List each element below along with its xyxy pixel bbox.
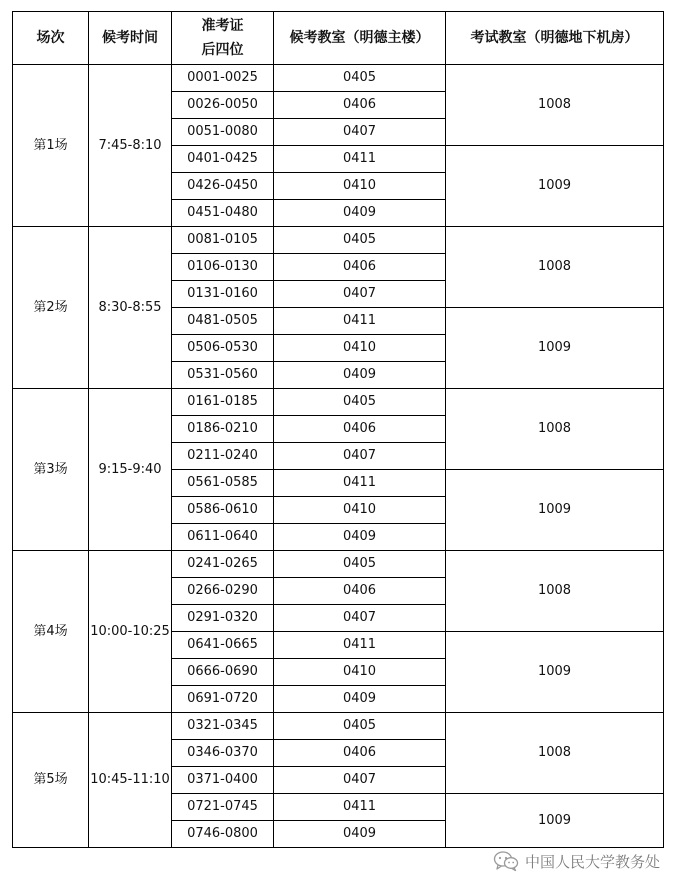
wait-room-cell: 0405	[274, 551, 446, 578]
session-cell: 第4场	[13, 551, 89, 713]
exam-schedule-table	[12, 11, 664, 848]
wait-room-cell: 0411	[274, 794, 446, 821]
exam-room-cell: 1009	[446, 470, 664, 551]
header-exam-room: 考试教室（明德地下机房）	[446, 12, 664, 65]
header-session: 场次	[13, 12, 89, 65]
wait-room-cell: 0406	[274, 254, 446, 281]
wait-room-cell: 0405	[274, 389, 446, 416]
schedule-body	[13, 65, 664, 848]
session-cell: 第1场	[13, 65, 89, 227]
wait-room-cell: 0406	[274, 92, 446, 119]
header-ticket-line2: 后四位	[201, 42, 244, 58]
wait-room-cell: 0409	[274, 524, 446, 551]
wait-room-cell: 0407	[274, 443, 446, 470]
ticket-range-cell: 0321-0345	[172, 713, 274, 740]
wait-room-cell: 0405	[274, 65, 446, 92]
ticket-range-cell: 0241-0265	[172, 551, 274, 578]
exam-room-cell: 1008	[446, 65, 664, 146]
exam-room-cell: 1009	[446, 308, 664, 389]
wait-time-cell: 9:15-9:40	[89, 389, 172, 551]
ticket-range-cell: 0186-0210	[172, 416, 274, 443]
table-row	[13, 65, 664, 92]
ticket-range-cell: 0506-0530	[172, 335, 274, 362]
table-row	[13, 389, 664, 416]
ticket-range-cell: 0666-0690	[172, 659, 274, 686]
wait-room-cell: 0405	[274, 713, 446, 740]
wait-room-cell: 0407	[274, 119, 446, 146]
session-cell: 第5场	[13, 713, 89, 848]
wait-room-cell: 0406	[274, 740, 446, 767]
ticket-range-cell: 0371-0400	[172, 767, 274, 794]
ticket-range-cell: 0721-0745	[172, 794, 274, 821]
ticket-range-cell: 0641-0665	[172, 632, 274, 659]
wait-room-cell: 0409	[274, 686, 446, 713]
table-row	[13, 713, 664, 740]
ticket-range-cell: 0611-0640	[172, 524, 274, 551]
wait-room-cell: 0409	[274, 821, 446, 848]
ticket-range-cell: 0106-0130	[172, 254, 274, 281]
wait-room-cell: 0410	[274, 497, 446, 524]
ticket-range-cell: 0481-0505	[172, 308, 274, 335]
ticket-range-cell: 0586-0610	[172, 497, 274, 524]
wait-room-cell: 0411	[274, 632, 446, 659]
ticket-range-cell: 0746-0800	[172, 821, 274, 848]
ticket-range-cell: 0346-0370	[172, 740, 274, 767]
exam-room-cell: 1009	[446, 146, 664, 227]
session-cell: 第3场	[13, 389, 89, 551]
wait-time-cell: 10:00-10:25	[89, 551, 172, 713]
ticket-range-cell: 0426-0450	[172, 173, 274, 200]
wait-room-cell: 0406	[274, 416, 446, 443]
header-row	[13, 12, 664, 65]
header-ticket-line1: 准考证	[201, 18, 244, 34]
exam-room-cell: 1009	[446, 632, 664, 713]
ticket-range-cell: 0291-0320	[172, 605, 274, 632]
wait-room-cell: 0409	[274, 200, 446, 227]
watermark-text: 中国人民大学教务处	[524, 852, 660, 871]
ticket-range-cell: 0081-0105	[172, 227, 274, 254]
ticket-range-cell: 0561-0585	[172, 470, 274, 497]
wait-room-cell: 0410	[274, 173, 446, 200]
wait-room-cell: 0410	[274, 659, 446, 686]
ticket-range-cell: 0266-0290	[172, 578, 274, 605]
ticket-range-cell: 0131-0160	[172, 281, 274, 308]
wait-room-cell: 0406	[274, 578, 446, 605]
header-wait-room: 候考教室（明德主楼）	[274, 12, 446, 65]
watermark	[493, 849, 660, 873]
exam-room-cell: 1008	[446, 551, 664, 632]
ticket-range-cell: 0691-0720	[172, 686, 274, 713]
wait-time-cell: 8:30-8:55	[89, 227, 172, 389]
wait-room-cell: 0410	[274, 335, 446, 362]
ticket-range-cell: 0531-0560	[172, 362, 274, 389]
ticket-range-cell: 0451-0480	[172, 200, 274, 227]
exam-room-cell: 1008	[446, 389, 664, 470]
wait-room-cell: 0407	[274, 281, 446, 308]
table-row	[13, 227, 664, 254]
wait-room-cell: 0405	[274, 227, 446, 254]
wait-room-cell: 0407	[274, 605, 446, 632]
table-row	[13, 551, 664, 578]
wechat-icon	[493, 850, 519, 872]
wait-time-cell: 10:45-11:10	[89, 713, 172, 848]
wait-room-cell: 0407	[274, 767, 446, 794]
wait-room-cell: 0411	[274, 308, 446, 335]
wait-room-cell: 0411	[274, 146, 446, 173]
ticket-range-cell: 0026-0050	[172, 92, 274, 119]
header-wait-time: 候考时间	[89, 12, 172, 65]
header-ticket-suffix	[172, 12, 274, 65]
wait-room-cell: 0409	[274, 362, 446, 389]
ticket-range-cell: 0051-0080	[172, 119, 274, 146]
exam-room-cell: 1008	[446, 713, 664, 794]
ticket-range-cell: 0211-0240	[172, 443, 274, 470]
ticket-range-cell: 0401-0425	[172, 146, 274, 173]
session-cell: 第2场	[13, 227, 89, 389]
ticket-range-cell: 0001-0025	[172, 65, 274, 92]
wait-time-cell: 7:45-8:10	[89, 65, 172, 227]
wait-room-cell: 0411	[274, 470, 446, 497]
exam-room-cell: 1008	[446, 227, 664, 308]
exam-room-cell: 1009	[446, 794, 664, 848]
ticket-range-cell: 0161-0185	[172, 389, 274, 416]
